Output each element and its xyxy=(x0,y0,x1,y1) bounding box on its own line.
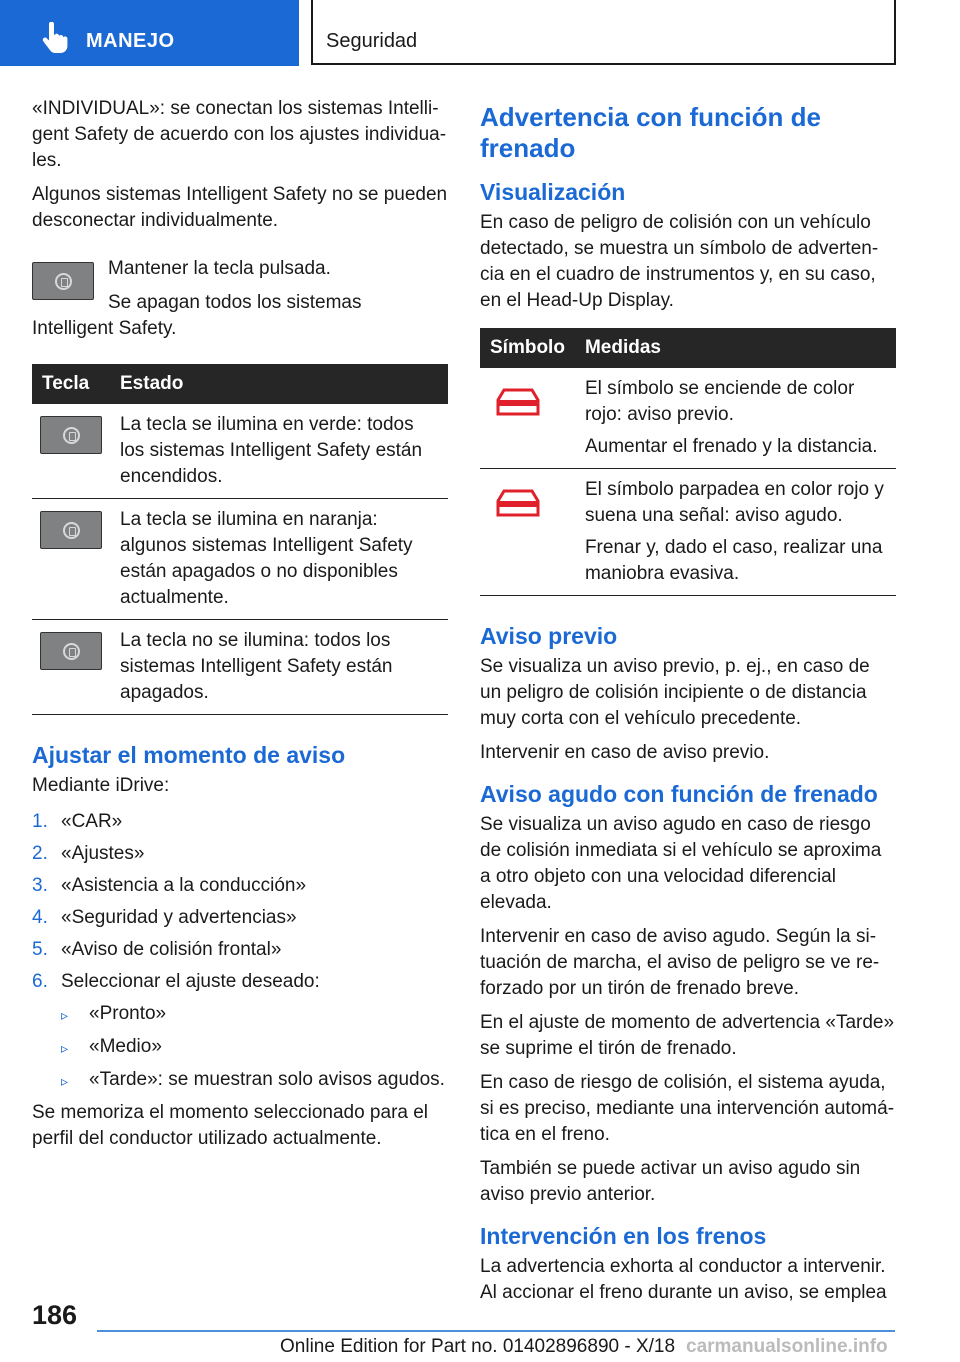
right-column xyxy=(480,102,896,1314)
symbol-table xyxy=(480,328,896,596)
section-tab-label: MANEJO xyxy=(86,30,175,52)
section-heading: Intervención en los frenos xyxy=(480,1223,767,1249)
table-row xyxy=(32,404,448,499)
intelligent-safety-key-icon xyxy=(40,511,102,549)
steps-list xyxy=(32,809,448,995)
paragraph: La advertencia exhorta al conductor a intervenir. Al accionar el freno durante un aviso, se emplea xyxy=(480,1256,887,1303)
table-cell: La tecla se ilumina en verde: todos los sistemas Intelligent Safety están encendidos. xyxy=(110,404,448,499)
list-item: 5. «Aviso de colisión frontal» xyxy=(32,939,282,960)
list-item: ▹ «Pronto» xyxy=(61,1001,448,1028)
hand-pointer-icon xyxy=(40,22,70,54)
paragraph: «INDIVIDUAL»: se conectan los sistemas Intelligent Safety de acuerdo con los ajustes individuales. xyxy=(32,98,447,171)
page-heading: Advertencia con función de frenado xyxy=(480,102,821,163)
section-heading: Visualización xyxy=(480,179,626,205)
paragraph: Se memoriza el momento seleccionado para el perfil del conductor utilizado actualmente. xyxy=(32,1102,429,1149)
triangle-bullet-icon: ▹ xyxy=(61,1073,69,1089)
list-item: ▹ «Tarde»: se muestran solo avisos agudos. xyxy=(61,1067,448,1094)
table-row xyxy=(480,469,896,596)
section-heading: Aviso previo xyxy=(480,623,618,649)
chapter-header xyxy=(311,0,896,65)
paragraph: Se apagan todos los sistemas Intelligent Safety. xyxy=(32,292,362,339)
paragraph: Intervenir en caso de aviso agudo. Según la situación de marcha, el aviso de peligro se ve reforzado por un tirón de frenado breve. xyxy=(480,926,880,999)
table-header: Tecla xyxy=(32,364,110,404)
table-row xyxy=(480,368,896,469)
table-row xyxy=(32,499,448,620)
intelligent-safety-key-icon xyxy=(40,632,102,670)
triangle-bullet-icon: ▹ xyxy=(61,1040,69,1056)
table-header: Símbolo xyxy=(480,328,575,368)
table-header: Medidas xyxy=(575,328,896,368)
list-item: 6. Seleccionar el ajuste deseado: xyxy=(32,971,320,992)
paragraph: Mediante iDrive: xyxy=(32,775,170,796)
footer-watermark: carmanualsonline.info xyxy=(686,1336,888,1357)
list-item: ▹ «Medio» xyxy=(61,1034,448,1061)
table-cell: Frenar y, dado el caso, realizar una maniobra evasiva. xyxy=(584,537,883,584)
table-cell: El símbolo se enciende de color rojo: aviso previo. xyxy=(584,378,855,425)
section-tab xyxy=(0,0,299,66)
list-item: 1. «CAR» xyxy=(32,811,123,832)
intelligent-safety-key-icon xyxy=(32,262,94,300)
triangle-bullet-icon: ▹ xyxy=(61,1007,69,1023)
table-cell: Aumentar el frenado y la distancia. xyxy=(584,436,878,457)
paragraph: Intervenir en caso de aviso previo. xyxy=(480,742,770,763)
list-item: 4. «Seguridad y advertencias» xyxy=(32,907,297,928)
intelligent-safety-key-icon xyxy=(40,416,102,454)
footer-divider xyxy=(97,1330,895,1332)
table-row xyxy=(32,620,448,715)
list-item: 3. «Asistencia a la conducción» xyxy=(32,875,307,896)
paragraph: En caso de peligro de colisión con un vehículo detectado, se muestra un símbolo de advertencia en el cuadro de instrumentos y, en su caso, en el Head-Up Display. xyxy=(480,212,879,311)
paragraph: Se visualiza un aviso previo, p. ej., en caso de un peligro de colisión incipiente o de distancia muy corta con el vehículo precedente. xyxy=(480,656,870,729)
sub-list xyxy=(61,1001,448,1094)
paragraph: En el ajuste de momento de advertencia «Tarde» se suprime el tirón de frenado. xyxy=(480,1012,895,1059)
list-item: 2. «Ajustes» xyxy=(32,843,145,864)
paragraph: Mantener la tecla pulsada. xyxy=(108,258,331,279)
paragraph: También se puede activar un aviso agudo sin aviso previo anterior. xyxy=(480,1158,861,1205)
section-heading: Aviso agudo con función de frenado xyxy=(480,781,878,807)
chapter-title: Seguridad xyxy=(326,30,418,52)
footer-edition: Online Edition for Part no. 01402896890 - X/18 xyxy=(280,1336,676,1357)
car-warning-icon xyxy=(494,487,542,519)
page-number: 186 xyxy=(32,1300,78,1330)
key-instruction xyxy=(32,256,448,350)
table-cell: La tecla se ilumina en naranja: algunos sistemas Intelligent Safety están apagados o no disponibles actualmente. xyxy=(110,499,448,620)
paragraph: Algunos sistemas Intelligent Safety no se pueden desconectar individualmente. xyxy=(32,184,448,231)
car-warning-icon xyxy=(494,386,542,418)
paragraph: Se visualiza un aviso agudo en caso de riesgo de colisión inmediata si el vehículo se aproxima a otro objeto con una velocidad diferencial elevada. xyxy=(480,814,882,913)
table-cell: El símbolo parpadea en color rojo y suena una señal: aviso agudo. xyxy=(584,479,884,526)
left-column xyxy=(32,96,448,1160)
table-header: Estado xyxy=(110,364,448,404)
section-heading: Ajustar el momento de aviso xyxy=(32,742,346,768)
table-cell: La tecla no se ilumina: todos los sistemas Intelligent Safety están apagados. xyxy=(110,620,448,715)
key-status-table xyxy=(32,364,448,715)
paragraph: En caso de riesgo de colisión, el sistema ayuda, si es preciso, mediante una intervención automática en el freno. xyxy=(480,1072,895,1145)
